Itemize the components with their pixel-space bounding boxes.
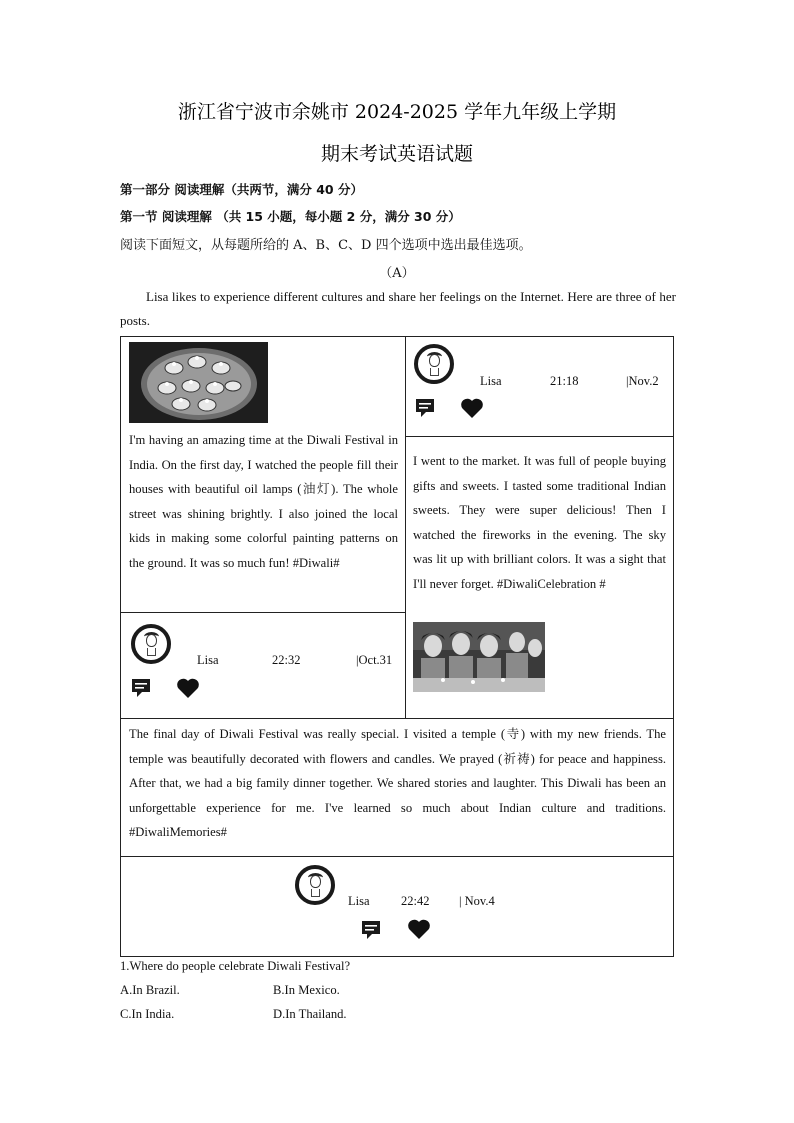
post-3-time: 22:42 [401, 894, 430, 908]
post-1-text: I'm having an amazing time at the Diwali Festival in India. On the first day, I watched the people fill their houses with beautiful oil lamps (油灯). The whole street was shining brightly. I also joined the local kids in making some colorful painting patterns on the ground. It was so much fun! #Diwali# [129, 433, 398, 570]
intro-paragraph [120, 285, 676, 333]
page-subtitle: 期末考试英语试题 [320, 143, 473, 165]
heart-icon[interactable] [460, 397, 484, 424]
section-heading: 第一节 阅读理解 （共 15 小题，每小题 2 分，满分 30 分） [120, 209, 461, 224]
comment-icon[interactable] [131, 678, 151, 703]
post-1-date: |Oct.31 [356, 653, 393, 667]
celebration-photo [413, 622, 545, 692]
option-a[interactable]: A.In Brazil. [120, 983, 180, 997]
oil-lamps-photo [129, 342, 268, 423]
post-2-author[interactable]: Lisa [480, 374, 502, 388]
heart-icon[interactable] [407, 918, 431, 945]
instruction-text: 阅读下面短文，从每题所给的 A、B、C、D 四个选项中选出最佳选项。 [120, 238, 532, 253]
post-3-text: The final day of Diwali Festival was really special. I visited a temple (寺) with my new friends. The temple was beautifully decorated with flowers and candles. We prayed (祈祷) for peace and happiness. After that, we had a big family dinner together. We shared stories and laughter. This Diwali has been an unforgettable experience for me. I've learned so much about Indian culture and traditions. #DiwaliMemories# [129, 727, 666, 840]
part-heading: 第一部分 阅读理解（共两节，满分 40 分） [120, 182, 363, 197]
avatar-icon[interactable] [414, 344, 454, 384]
post-1-author[interactable]: Lisa [197, 653, 219, 667]
post-3-date: | Nov.4 [459, 894, 495, 908]
option-c[interactable]: C.In India. [120, 1007, 175, 1021]
comment-icon[interactable] [415, 398, 435, 423]
option-d[interactable]: D.In Thailand. [273, 1007, 347, 1021]
intro-text: Lisa likes to experience different cultures and share her feelings on the Internet. Here are three of her posts. [120, 289, 676, 328]
question-stem: 1.Where do people celebrate Diwali Festival? [120, 959, 351, 973]
avatar-icon[interactable] [295, 865, 335, 905]
page-title: 浙江省宁波市余姚市 2024-2025 学年九年级上学期 [177, 101, 617, 123]
post-1-time: 22:32 [272, 653, 301, 667]
comment-icon[interactable] [361, 920, 381, 945]
post-2-date: |Nov.2 [626, 374, 659, 388]
avatar-icon[interactable] [131, 624, 171, 664]
post-2-time: 21:18 [550, 374, 579, 388]
option-b[interactable]: B.In Mexico. [273, 983, 340, 997]
heart-icon[interactable] [176, 677, 200, 704]
post-2-text: I went to the market. It was full of people buying gifts and sweets. I tasted some traditional Indian sweets. They were super delicious! Then I watched the fireworks in the evening. The sky was lit up with brilliant colors. It was a sight that I'll never forget. #DiwaliCelebration # [413, 454, 666, 591]
passage-label: （A） [379, 266, 415, 281]
post-3-author[interactable]: Lisa [348, 894, 370, 908]
